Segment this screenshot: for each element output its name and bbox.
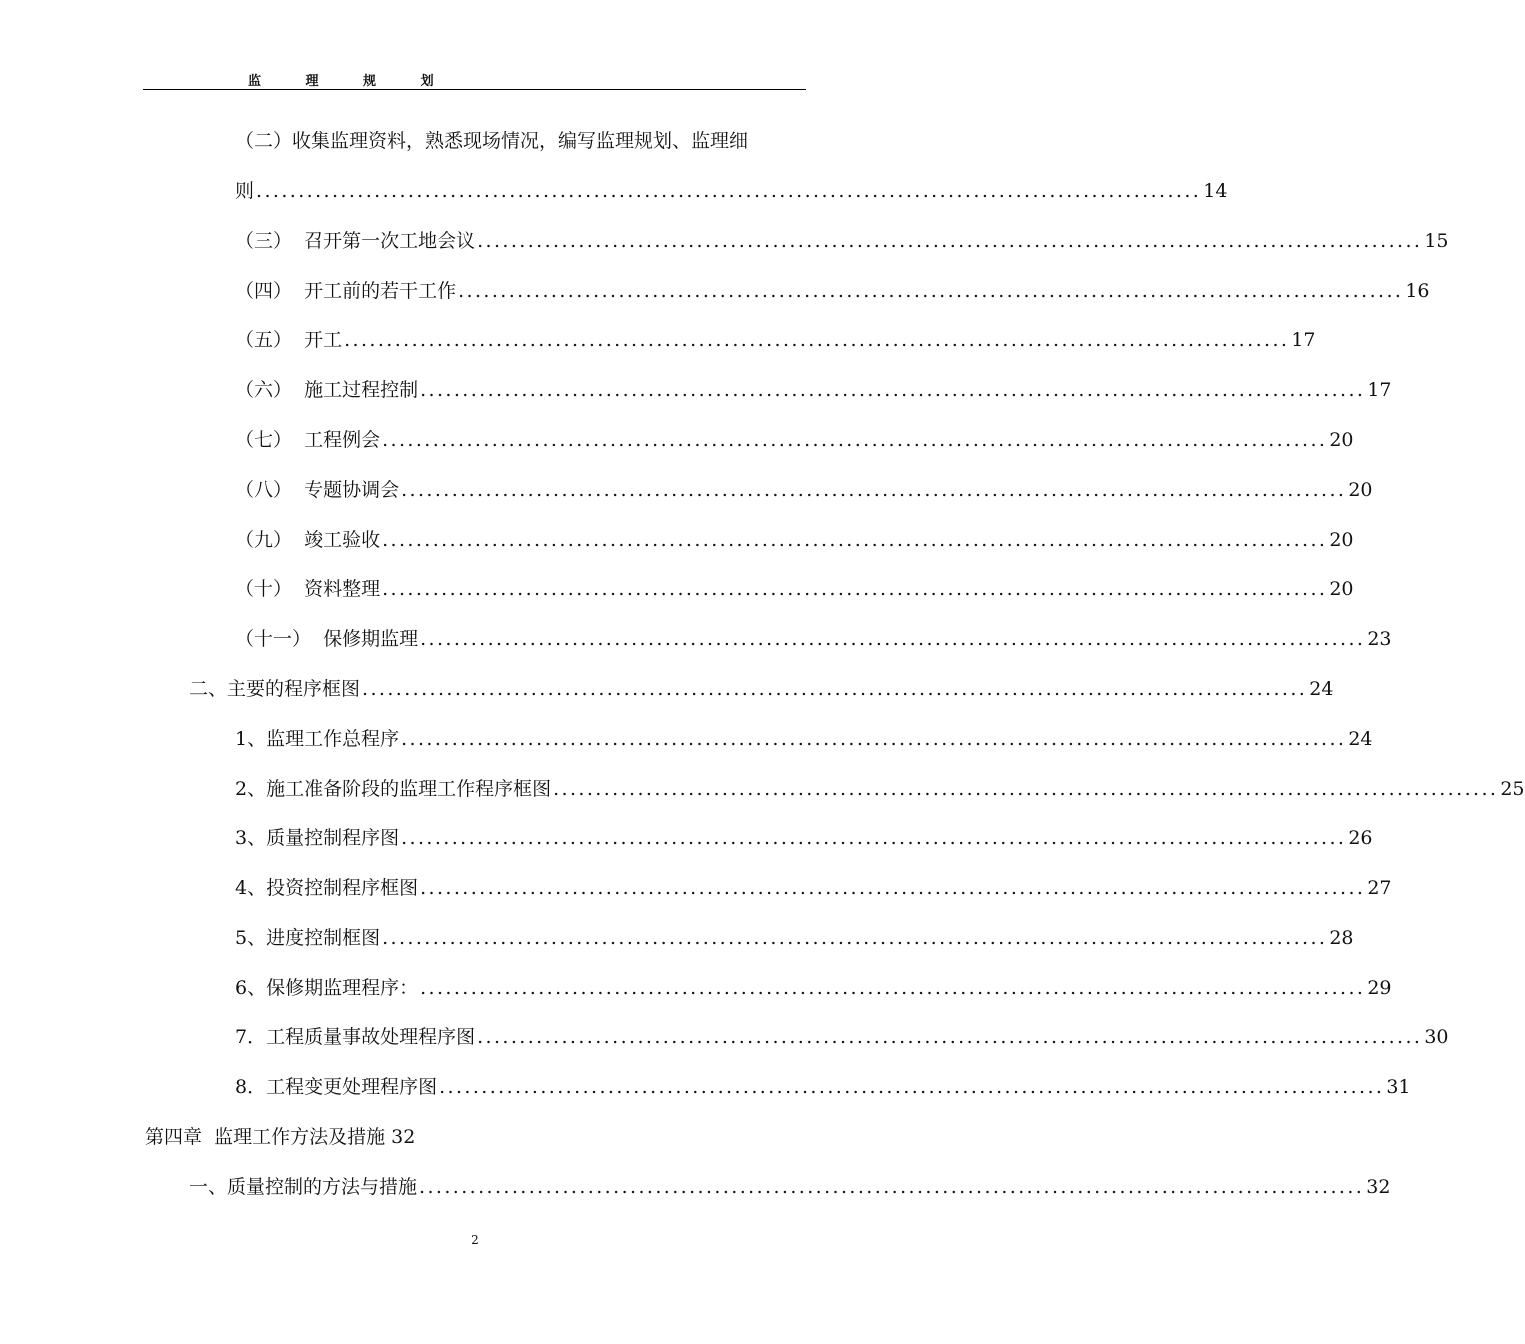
toc-page-number: 15 (1424, 230, 1449, 252)
toc-entry-label: 6、保修期监理程序： (235, 977, 419, 999)
toc-entry-label: 一、质量控制的方法与措施 (189, 1176, 418, 1198)
toc-entry-label: 4、投资控制程序框图 (235, 877, 419, 899)
toc-entry (235, 376, 1392, 402)
toc-entry-label: 3、质量控制程序图 (235, 827, 400, 849)
toc-leader-dots: ................................................................................................................ (420, 379, 1366, 401)
toc-entry (235, 227, 1449, 253)
toc-entry-label: 二、主要的程序框图 (189, 678, 361, 700)
toc-leader-dots: ................................................................................................................ (553, 778, 1499, 800)
toc-entry (235, 1073, 1411, 1099)
toc-entry (235, 725, 1373, 751)
toc-entry-label: （四） 开工前的若干工作 (235, 280, 457, 302)
toc-entry-label: 5、进度控制框图 (235, 927, 381, 949)
toc-entry-label: 1、监理工作总程序 (235, 728, 400, 750)
toc-entry-label: （十） 资料整理 (235, 578, 381, 600)
toc-entry (235, 775, 1525, 801)
toc-entry (235, 874, 1392, 900)
toc-page-number: 29 (1367, 977, 1392, 999)
toc-entry-label: 则 (235, 180, 255, 202)
toc-page-number: 27 (1367, 877, 1392, 899)
toc-page-number: 20 (1348, 479, 1373, 501)
toc-entry-section (189, 675, 1334, 701)
toc-leader-dots: ................................................................................................................ (401, 479, 1347, 501)
toc-entry (235, 824, 1373, 850)
toc-leader-dots: ................................................................................................................ (401, 827, 1347, 849)
toc-entry (235, 1023, 1449, 1049)
toc-page-number: 31 (1386, 1076, 1411, 1098)
toc-leader-dots: ................................................................................................................ (382, 578, 1328, 600)
toc-page-number: 24 (1348, 728, 1373, 750)
toc-entry (235, 526, 1354, 552)
toc-page-number: 14 (1203, 180, 1228, 202)
toc-entry-label: （十一） 保修期监理 (235, 628, 419, 650)
toc-page-number: 32 (1366, 1176, 1391, 1198)
toc-entry-label: （五） 开工 (235, 329, 343, 351)
toc-leader-dots: ................................................................................................................ (420, 628, 1366, 650)
toc-entry-label: 8．工程变更处理程序图 (235, 1076, 438, 1098)
toc-entry (235, 277, 1430, 303)
toc-leader-dots: ................................................................................................................ (401, 728, 1347, 750)
toc-page-number: 20 (1329, 529, 1354, 551)
toc-leader-dots: ................................................................................................................ (256, 180, 1202, 202)
toc-entry-label: （三） 召开第一次工地会议 (235, 230, 476, 252)
toc-entry-label: （七） 工程例会 (235, 429, 381, 451)
toc-page-number: 26 (1348, 827, 1373, 849)
toc-chapter-heading: 第四章 监理工作方法及措施 32 (145, 1126, 416, 1148)
toc-page-number: 20 (1329, 429, 1354, 451)
toc-leader-dots: ................................................................................................................ (420, 877, 1366, 899)
toc-leader-dots: ................................................................................................................ (382, 429, 1328, 451)
toc-leader-dots: ................................................................................................................ (382, 927, 1328, 949)
toc-entry (235, 326, 1316, 352)
toc-entry (235, 625, 1392, 651)
running-header: 监 理 规 划 (248, 74, 454, 89)
toc-entry (235, 974, 1392, 1000)
toc-page-number: 17 (1367, 379, 1392, 401)
toc-entry (235, 476, 1373, 502)
toc-leader-dots: ................................................................................................................ (344, 329, 1290, 351)
toc-page-number: 30 (1424, 1026, 1449, 1048)
toc-entry-label: （六） 施工过程控制 (235, 379, 419, 401)
toc-leader-dots: ................................................................................................................ (419, 1176, 1365, 1198)
toc-page-number: 23 (1367, 628, 1392, 650)
toc-leader-dots: ................................................................................................................ (477, 230, 1423, 252)
toc-leader-dots: ................................................................................................................ (458, 280, 1404, 302)
toc-page-number: 25 (1500, 778, 1525, 800)
header-rule (143, 89, 806, 90)
page-number: 2 (471, 1233, 479, 1247)
toc-leader-dots: ................................................................................................................ (420, 977, 1366, 999)
toc-entry-label: 2、施工准备阶段的监理工作程序框图 (235, 778, 552, 800)
toc-page-number: 28 (1329, 927, 1354, 949)
toc-entry-2-line2 (235, 177, 1228, 203)
toc-entry-section (189, 1173, 1391, 1199)
toc-entry-label: （八） 专题协调会 (235, 479, 400, 501)
toc-entry (235, 426, 1354, 452)
toc-page-number: 24 (1309, 678, 1334, 700)
toc-leader-dots: ................................................................................................................ (477, 1026, 1423, 1048)
toc-page-number: 16 (1405, 280, 1430, 302)
toc-entry (235, 575, 1354, 601)
toc-entry-label: （九） 竣工验收 (235, 529, 381, 551)
toc-leader-dots: ................................................................................................................ (439, 1076, 1385, 1098)
toc-entry (235, 924, 1354, 950)
toc-entry-label: 7．工程质量事故处理程序图 (235, 1026, 476, 1048)
toc-leader-dots: ................................................................................................................ (362, 678, 1308, 700)
toc-leader-dots: ................................................................................................................ (382, 529, 1328, 551)
toc-page-number: 17 (1291, 329, 1316, 351)
toc-page-number: 20 (1329, 578, 1354, 600)
toc-entry-2-line1: （二）收集监理资料，熟悉现场情况，编写监理规划、监理细 (235, 130, 749, 152)
